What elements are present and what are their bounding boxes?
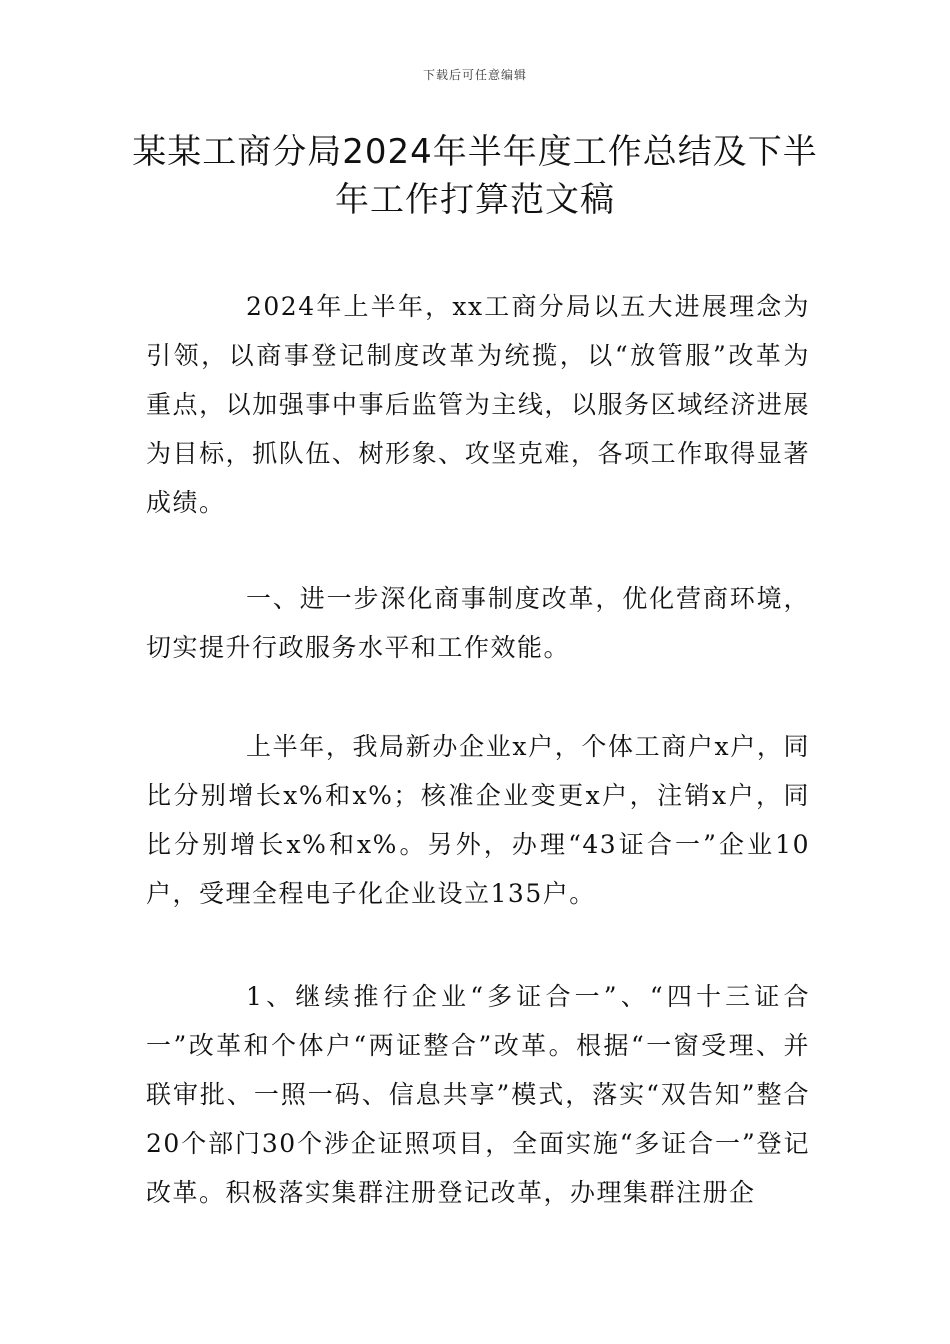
- header-note: 下载后可任意编辑: [422, 68, 527, 82]
- paragraph-section-heading: 一、进一步深化商事制度改革，优化营商环境，切实提升行政服务水平和工作效能。: [146, 584, 810, 662]
- paragraph-item-1: 1、继续推行企业“多证合一”、“四十三证合一”改革和个体户“两证整合”改革。根据“一窗受理、并联审批、一照一码、信息共享”模式，落实“双告知”整合20个部门30个涉企证照项目，全面实施“多证合一”登记改革。积极落实集群注册登记改革，办理集群注册企: [146, 982, 810, 1207]
- paragraph-intro: 2024年上半年，xx工商分局以五大进展理念为引领，以商事登记制度改革为统揽，以“放管服”改革为重点，以加强事中事后监管为主线，以服务区域经济进展为目标，抓队伍、树形象、攻坚克难，各项工作取得显著成绩。: [146, 292, 810, 517]
- paragraph-statistics: 上半年，我局新办企业x户，个体工商户x户，同比分别增长x%和x%；核准企业变更x户，注销x户，同比分别增长x%和x%。另外，办理“43证合一”企业10户，受理全程电子化企业设立135户。: [146, 732, 810, 908]
- document-title: 某某工商分局2024年半年度工作总结及下半年工作打算范文稿: [132, 132, 818, 220]
